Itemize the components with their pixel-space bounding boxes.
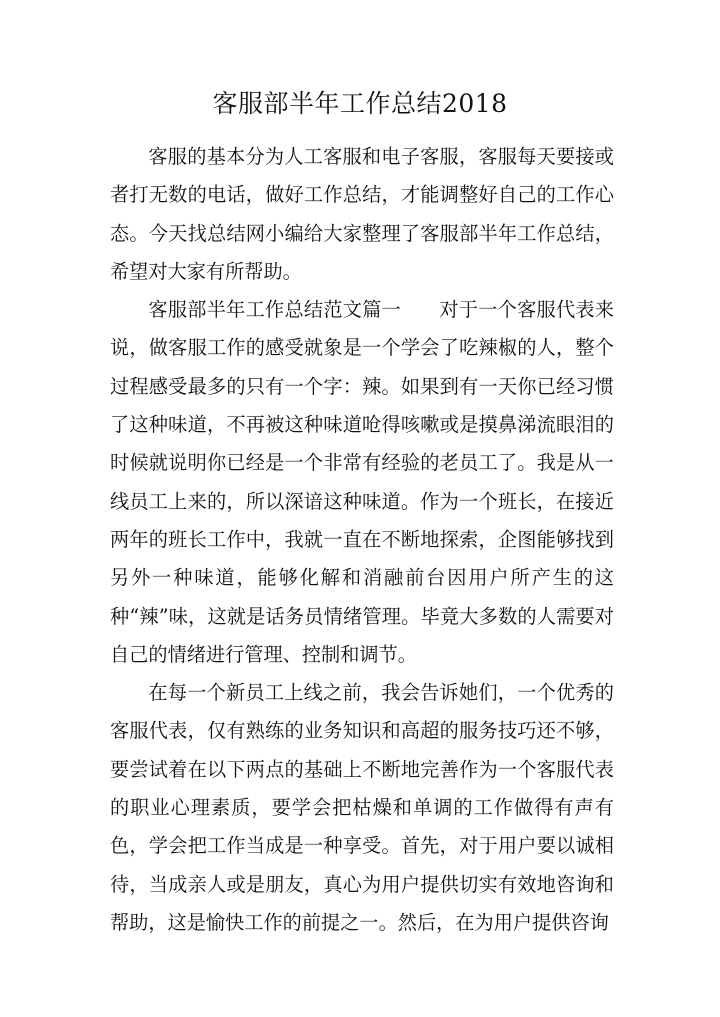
document-title: 客服部半年工作总结2018 bbox=[212, 89, 508, 118]
document-body bbox=[110, 138, 614, 942]
section-paragraph-text: 对于一个客服代表来说，做客服工作的感受就象是一个学会了吃辣椒的人，整个过程感受最多的只有一个字：辣。如果到有一天你已经习惯了这种味道，不再被这种味道呛得咳嗽或是摸鼻涕流眼泪的时候就说明你已经是一个非常有经验的老员工了。我是从一线员工上来的，所以深谙这种味道。作为一个班长，在接近两年的班长工作中，我就一直在不断地探索，企图能够找到另外一种味道，能够化解和消融前台因用户所产生的这种“辣”味，这就是话务员情绪管理。毕竟大多数的人需要对自己的情绪进行管理、控制和调节。 bbox=[110, 298, 615, 666]
section-paragraph bbox=[110, 291, 614, 674]
body-paragraph: 在每一个新员工上线之前，我会告诉她们，一个优秀的客服代表，仅有熟练的业务知识和高超的服务技巧还不够，要尝试着在以下两点的基础上不断地完善作为一个客服代表的职业心理素质，要学会把枯燥和单调的工作做得有声有色，学会把工作当成是一种享受。首先，对于用户要以诚相待，当成亲人或是朋友，真心为用户提供切实有效地咨询和帮助，这是愉快工作的前提之一。然后，在为用户提供咨询 bbox=[110, 681, 614, 934]
section-heading: 客服部半年工作总结范文篇一 bbox=[148, 298, 402, 322]
intro-paragraph: 客服的基本分为人工客服和电子客服，客服每天要接或者打无数的电话，做好工作总结，才能调整好自己的工作心态。今天找总结网小编给大家整理了客服部半年工作总结，希望对大家有所帮助。 bbox=[110, 145, 614, 283]
